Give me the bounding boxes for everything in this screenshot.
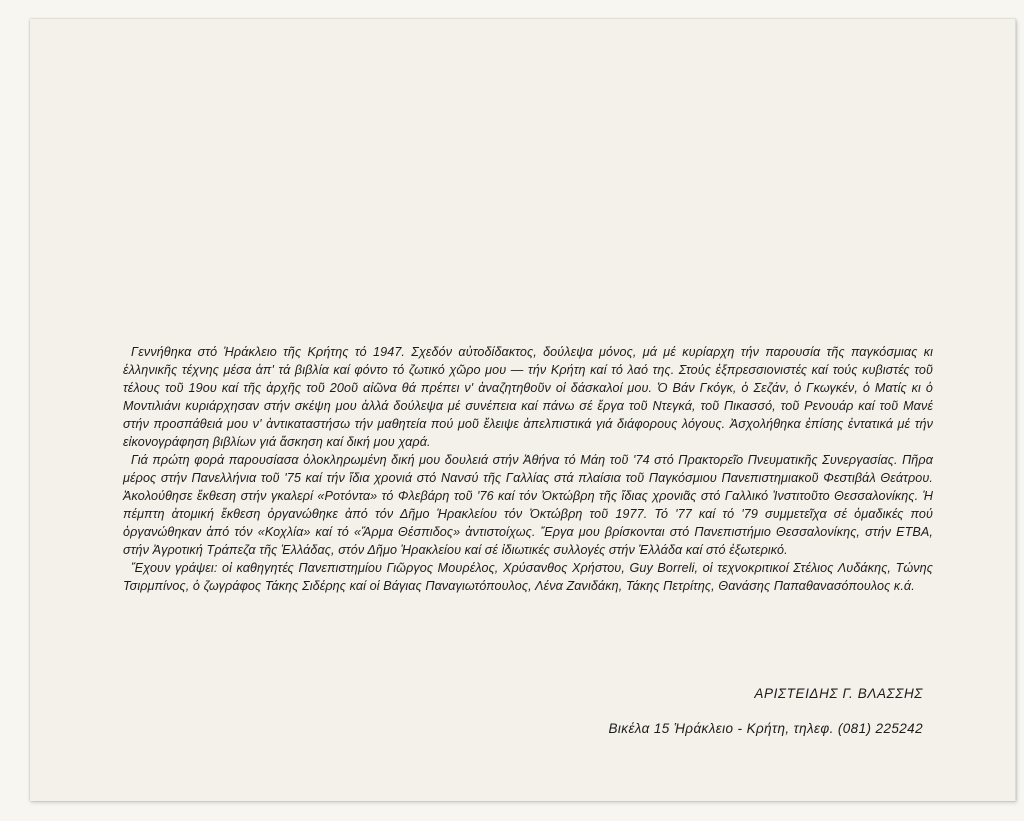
artist-name: ΑΡΙΣΤΕΙΔΗΣ Γ. ΒΛΑΣΣΗΣ xyxy=(754,686,923,701)
signature-block xyxy=(608,683,923,740)
bio-paragraph-exhibitions: Γιά πρώτη φορά παρουσίασα ὁλοκληρωμένη δική μου δουλειά στήν Ἀθήνα τό Μάη τοῦ '74 στό Πρακτορεῖο Πνευματικῆς Συνεργασίας. Πῆρα μέρος στήν Πανελλήνια τοῦ '75 καί τήν ἴδια χρονιά στό Νανσύ τῆς Γαλλίας στά πλαίσια τοῦ Παγκόσμιου Πανεπιστημιακοῦ Φεστιβάλ Θεάτρου. Ἀκολούθησε ἔκθεση στήν γκαλερί «Ροτόντα» τό Φλεβάρη τοῦ '76 καί τόν Ὀκτώβρη τῆς ἴδιας χρονιᾶς στό Γαλλικό Ἰνστιτοῦτο Θεσσαλονίκης. Ἡ πέμπτη ἀτομική ἔκθεση ὀργανώθηκε ἀπό τόν Δῆμο Ἡρακλείου τόν Ὀκτώβρη τοῦ 1977. Τό '77 καί τό '79 συμμετεῖχα σέ ὁμαδικές πού ὀργανώθηκαν ἀπό τόν «Κοχλία» καί τό «Ἅρμα Θέσπιδος» ἀντιστοίχως. Ἔργα μου βρίσκονται στό Πανεπιστήμιο Θεσσαλονίκης, στήν ΕΤΒΑ, στήν Ἀγροτική Τράπεζα τῆς Ἑλλάδας, στόν Δῆμο Ἡρακλείου καί σέ ἰδιωτικές συλλογές στήν Ἑλλάδα καί στό ἐξωτερικό. xyxy=(123,453,933,557)
artist-address: Βικέλα 15 Ἡράκλειο - Κρήτη, τηλεφ. (081) 225242 xyxy=(608,721,923,736)
bio-paragraph-early-life: Γεννήθηκα στό Ἡράκλειο τῆς Κρήτης τό 1947. Σχεδόν αὐτοδίδακτος, δούλεψα μόνος, μά μέ κυρίαρχη τήν παρουσία τῆς παγκόσμιας κι ἑλληνικῆς τέχνης μέσα ἀπ' τά βιβλία καί φόντο τό ζωτικό χῶρο μου — τήν Κρήτη καί τό λαό της. Στούς ἐξπρεσσιονιστές καί τούς κυβιστές τοῦ τέλους τοῦ 19ου καί τῆς ἀρχῆς τοῦ 20οῦ αἰῶνα θά πρέπει ν' ἀναζητηθοῦν οἱ δάσκαλοί μου. Ὁ Βάν Γκόγκ, ὁ Σεζάν, ὁ Γκωγκέν, ὁ Ματίς κι ὁ Μοντιλιάνι κυριάρχησαν στήν σκέψη μου ἀλλά δούλεψα μέ συνέπεια καί πάνω σέ ἔργα τοῦ Ντεγκά, τοῦ Πικασσό, τοῦ Ρενουάρ καί τοῦ Μανέ στήν προσπάθειά μου ν' ἀντικαταστήσω τήν μαθητεία πού μοῦ ἔλειψε ἀπελπιστικά γιά διάφορους λόγους. Ἀσχολήθηκα ἐπίσης ἐντατικά μέ τήν εἰκονογράφηση βιβλίων γιά ἄσκηση καί δική μου χαρά. xyxy=(123,345,933,449)
bio-paragraph-critics: Ἔχουν γράψει: οἱ καθηγητές Πανεπιστημίου Γιῶργος Μουρέλος, Χρύσανθος Χρήστου, Guy Borreli, οἱ τεχνοκριτικοί Στέλιος Λυδάκης, Τώνης Τσιρμπίνος, ὁ ζωγράφος Τάκης Σιδέρης καί οἱ Βάγιας Παναγιωτόπουλος, Λένα Ζανιδάκη, Τάκης Πετρίτης, Θανάσης Παπαθανασόπουλος κ.ά. xyxy=(123,561,933,593)
biography-text xyxy=(123,343,933,595)
